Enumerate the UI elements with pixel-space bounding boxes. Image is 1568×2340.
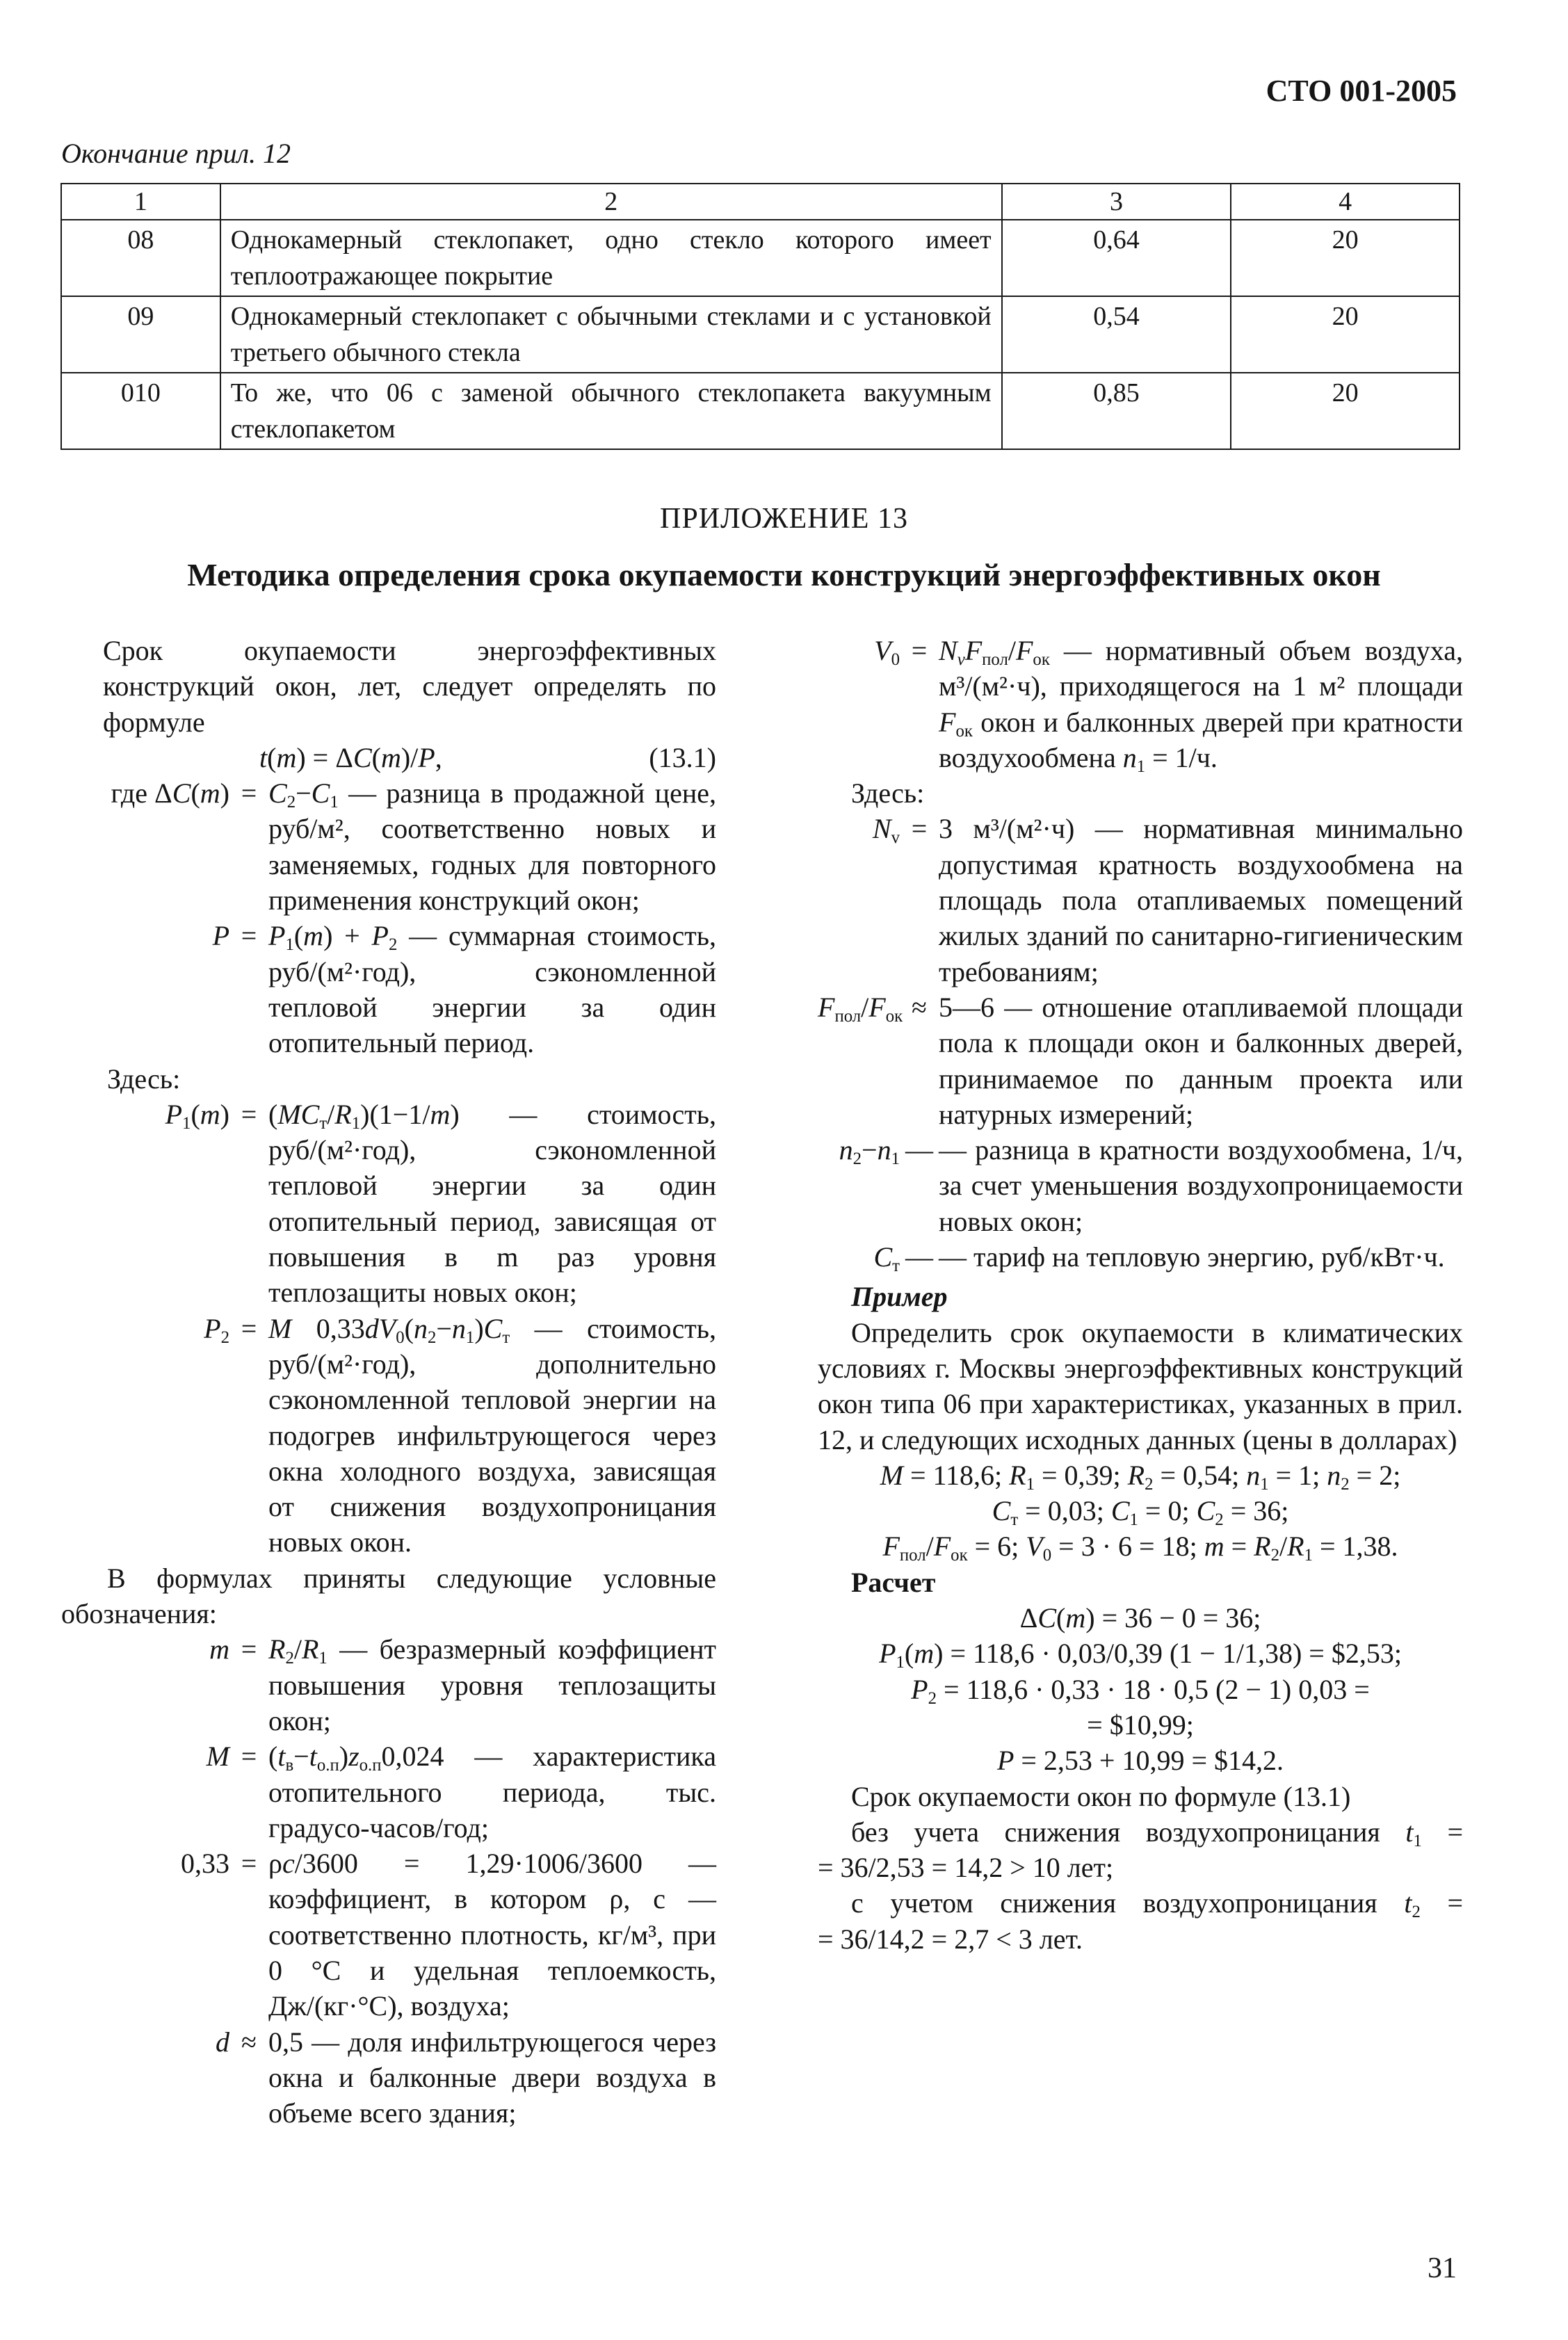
example-paragraph: Определить срок окупаемости в климатических условиях г. Москвы энергоэффективных конструкций окон типа 06 при характеристиках, указанных в прил. 12, и следующих исходных данных (цены в долларах) [818, 1316, 1463, 1455]
given-line-3: $F_{пол}/F_{ок} = 6$; $V_0 = 3 \cdot 6 = 18$; $m = R_2/R_1 = 1,38$. [882, 1531, 1398, 1565]
def-033: 0,33 = ρc/3600 = 1,29·1006/3600 — коэффициент, в котором ρ, c — соответственно плотность, кг/м³, при 0 °С и удельная теплоемкость, Дж/(кг·°С), воздуха; [61, 1846, 716, 2024]
payback-text: Срок окупаемости окон по формуле (13.1) [851, 1780, 1351, 1812]
table-row [61, 373, 1460, 449]
def-nv-text: 3 м³/(м²·ч) — нормативная минимально допустимая кратность воздухообмена на площадь пола отапливаемых помещений жилых зданий по санитарно-гигиеническим требованиям; [939, 813, 1463, 987]
def-p2-text: — стоимость, руб/(м²·год), дополнительно сэкономленной тепловой энергии на подогрев инфильтрующегося через окна холодного воздуха, зависящая от снижения воздухопроницания новых окон. [268, 1312, 716, 1558]
def-ct-text: — тариф на тепловую энергию, руб/кВт·ч. [939, 1241, 1445, 1273]
def-n2n1-text: — разница в кратности воздухообмена, 1/ч, за счет уменьшения воздухопроницаемости новых окон; [939, 1134, 1463, 1237]
payback-with-text: с учетом снижения воздухопроницания [851, 1887, 1377, 1919]
def-n2n1: $n_2-n_1$ — — разница в кратности воздухообмена, 1/ч, за счет уменьшения воздухопроницаемости новых окон; [818, 1132, 1463, 1239]
right-column [818, 633, 1463, 1957]
row-description: Однокамерный стеклопакет, одно стекло которого имеет теплоотражающее покрытие [220, 220, 1002, 296]
calc-p1: $P_1(m) = 118,6 \cdot 0,03/0,39$ (1 − 1/1,38) = $2,53; [879, 1638, 1402, 1672]
def-d: d ≈ 0,5 — доля инфильтрующегося через окна и балконные двери воздуха в объеме всего здания; [61, 2024, 716, 2131]
def-d-text: 0,5 — доля инфильтрующегося через окна и балконные двери воздуха в объеме всего здания; [268, 2026, 716, 2129]
def-ct: $C_т$ — — тариф на тепловую энергию, руб/кВт·ч. [818, 1239, 1463, 1275]
def-delta-c-text: — разница в продажной цене, руб/м², соответственно новых и заменяемых, годных для повторного применения конструкций окон; [268, 777, 716, 917]
def-033-text: — коэффициент, в котором ρ, c — соответственно плотность, кг/м³, при 0 °С и удельная теплоемкость, Дж/(кг·°С), воздуха; [268, 1848, 716, 2022]
table-row [61, 220, 1460, 296]
row-value: 0,54 [1002, 296, 1231, 373]
def-v0: $V_0$ = $N_vF_{пол}/F_{ок}$ — нормативный объем воздуха, м³/(м²·ч), приходящегося на 1 м² площади $F_{ок}$ окон и балконных дверей при кратности воздухообмена $n_1 = 1/ч$. [874, 635, 1463, 776]
row-value: 0,85 [1002, 373, 1231, 449]
def-delta-c: где ΔC(m) = $C_2-C_1$ — разница в продажной цене, руб/м², соответственно новых и заменяемых, годных для повторного применения конструкций окон; [111, 777, 716, 917]
payback-without-line2: = 36/2,53 = 14,2 > 10 лет; [818, 1852, 1114, 1884]
def-M: M = $(t_в-t_{о.п})z_{о.п}0,024$ — характеристика отопительного периода, тыс. градусо-часов/год; [206, 1741, 717, 1843]
def-fratio: $F_{пол}/F_{ок}$ ≈ 5—6 — отношение отапливаемой площади пола к площади окон и балконных дверей, принимаемое по данным проекта или натурных измерений; [818, 990, 1463, 1132]
def-p: P = $P_1(m) + P_2$ — суммарная стоимость, руб/(м²·год), сэкономленной тепловой энергии за один отопительный период. [212, 920, 717, 1059]
zdes-label: Здесь: [107, 1063, 181, 1095]
page-number: 31 [1428, 2252, 1457, 2284]
appendix-label: ПРИЛОЖЕНИЕ 13 [660, 503, 908, 535]
def-nv: $N_v$ = 3 м³/(м²·ч) — нормативная минимально допустимая кратность воздухообмена на площадь пола отапливаемых помещений жилых зданий по санитарно-гигиеническим требованиям; [818, 811, 1463, 989]
row-value: 0,64 [1002, 220, 1231, 296]
def-fratio-text: 5—6 — отношение отапливаемой площади пола к площади окон и балконных дверей, принимаемое по данным проекта или натурных измерений; [939, 991, 1463, 1130]
payback-with-line2: = 36/14,2 = 2,7 < 3 лет. [818, 1923, 1083, 1955]
calc-p2: $P_2 = 118,6 \cdot 0,33 \cdot 18 \cdot 0,5$ (2 − 1) 0,03 = [911, 1673, 1370, 1708]
payback-without-text: без учета снижения воздухопроницания [851, 1816, 1380, 1848]
table-header-cell: 4 [1231, 184, 1460, 220]
notation-intro: В формулах приняты следующие условные обозначения: [61, 1562, 716, 1630]
formula-13-1: t(m) = ΔC(m)/P, (13.1) [61, 740, 716, 775]
zdes-label-right: Здесь: [851, 777, 925, 809]
example-heading: Пример [851, 1281, 948, 1313]
given-line-1: M = 118,6; $R_1 = 0,39$; $R_2 = 0,54$; $n_1 = 1$; $n_2 = 2$; [880, 1459, 1401, 1494]
payback-without-line1: без учета снижения воздухопроницания $t_1$ = [851, 1816, 1464, 1850]
document-code: СТО 001-2005 [1266, 74, 1457, 108]
calc-heading: Расчет [851, 1566, 936, 1598]
table-caption: Окончание прил. 12 [61, 138, 291, 169]
row-code: 08 [61, 220, 220, 296]
def-p1: $P_1(m)$ = $(MC_т/R_1)(1-1/m)$ — стоимость, руб/(м²·год), сэкономленной тепловой энергии за один отопительный период, зависящая от повышения в m раз уровня теплозащиты новых окон; [165, 1098, 716, 1309]
def-v0-text: — нормативный объем воздуха, м³/(м²·ч), приходящегося на 1 м² площади [939, 635, 1463, 702]
intro-paragraph: Срок окупаемости энергоэффективных конструкций окон, лет, следует определять по формуле [103, 635, 716, 738]
table-header-cell: 1 [61, 184, 220, 220]
calc-p2-result: = $10,99; [1087, 1709, 1194, 1741]
where-word: где [111, 777, 148, 809]
row-years: 20 [1231, 296, 1460, 373]
row-description: Однокамерный стеклопакет с обычными стеклами и с установкой третьего обычного стекла [220, 296, 1002, 373]
row-years: 20 [1231, 373, 1460, 449]
payback-with-line1: с учетом снижения воздухопроницания $t_2$ = [851, 1887, 1464, 1922]
def-m: m = $R_2/R_1$ — безразмерный коэффициент повышения уровня теплозащиты окон; [209, 1633, 716, 1736]
calc-p-total: P = 2,53 + 10,99 = $14,2. [996, 1745, 1284, 1777]
given-line-2: $C_т = 0,03$; $C_1 = 0$; $C_2 = 36$; [992, 1495, 1289, 1530]
def-p2: $P_2$ = M $0,33dV_0(n_2-n_1)C_т$ — стоимость, руб/(м²·год), дополнительно сэкономленной тепловой энергии на подогрев инфильтрующегося через окна холодного воздуха, зависящая от снижения воздухопроницания новых окон. [204, 1312, 716, 1558]
row-code: 010 [61, 373, 220, 449]
table-row [61, 296, 1460, 373]
formula-number: (13.1) [649, 741, 716, 773]
def-m-text: — безразмерный коэффициент повышения уровня теплозащиты окон; [268, 1633, 716, 1736]
row-description: То же, что 06 с заменой обычного стеклопакета вакуумным стеклопакетом [220, 373, 1002, 449]
row-years: 20 [1231, 220, 1460, 296]
table-header-cell: 3 [1002, 184, 1231, 220]
def-p1-text: — стоимость, руб/(м²·год), сэкономленной тепловой энергии за один отопительный период, зависящая от повышения в m раз уровня теплозащиты новых окон; [268, 1098, 716, 1309]
table-header-row [61, 184, 1460, 220]
calc-delta-c: ΔC(m) = 36 − 0 = 36; [1019, 1602, 1261, 1634]
def-p-text: — суммарная стоимость, руб/(м²·год), сэкономленной тепловой энергии за один отопительный период. [268, 920, 717, 1059]
def-v0-text2: окон и балконных дверей при кратности воздухообмена [939, 706, 1463, 773]
appendix-title: Методика определения срока окупаемости конструкций энергоэффективных окон [187, 557, 1381, 592]
table-header-cell: 2 [220, 184, 1002, 220]
def-M-text: — характеристика отопительного периода, тыс. градусо-часов/год; [268, 1741, 717, 1843]
left-column [61, 633, 716, 2131]
row-code: 09 [61, 296, 220, 373]
coef-label: 0,33 [181, 1848, 229, 1880]
window-types-table [60, 183, 1460, 450]
